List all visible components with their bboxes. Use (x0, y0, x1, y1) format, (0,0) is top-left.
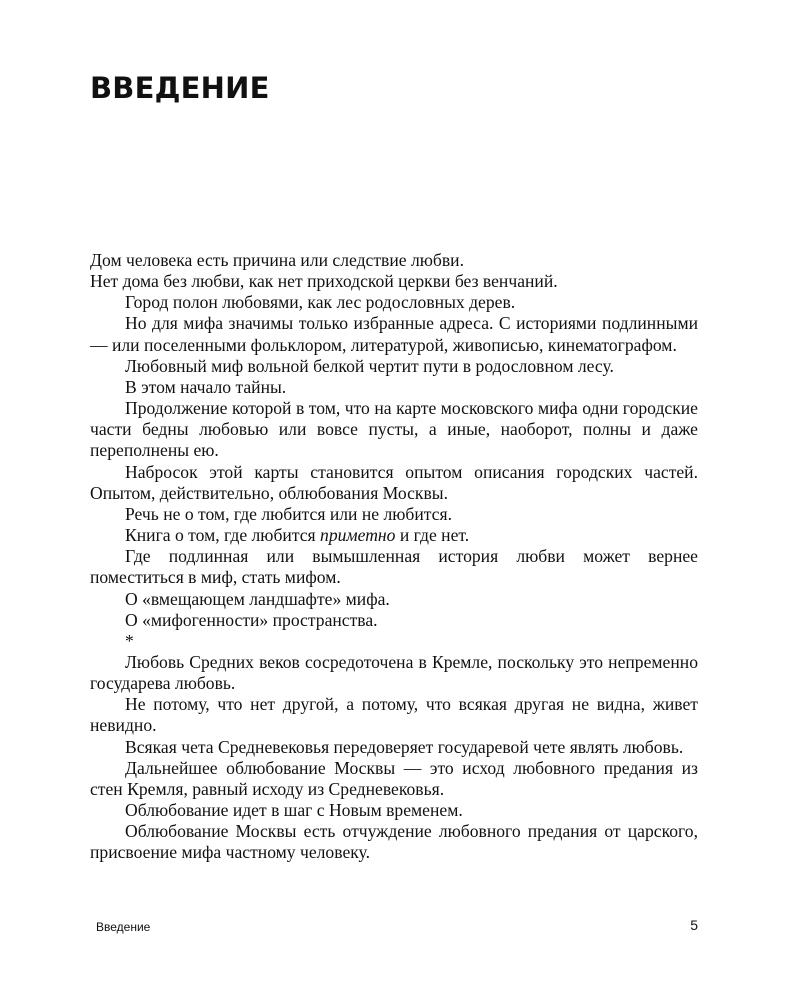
emphasis-word: приметно (320, 525, 396, 546)
paragraph: Облюбование идет в шаг с Новым временем. (125, 800, 463, 821)
paragraph: Дальнейшее облюбование Москвы — это исход любовного предания из стен Кремля, равный исходу из Средневековья. (90, 757, 698, 799)
paragraph: Но для мифа значимы только избранные адреса. С историями подлинными — или поселенными фольклором, литературой, живописью, кинематографом. (90, 313, 698, 355)
running-title: Введение (96, 920, 151, 934)
paragraph: Где подлинная или вымышленная история любви может вернее поместиться в миф, стать мифом. (90, 546, 698, 588)
paragraph: Всякая чета Средневековья передоверяет государевой чете являть любовь. (125, 736, 684, 757)
paragraph-text-before: Книга о том, где любится (125, 525, 321, 546)
paragraph: Речь не о том, где любится или не любится. (125, 503, 452, 524)
paragraph: Облюбование Москвы есть отчуждение любовного предания от царского, присвоение мифа частному человеку. (90, 821, 698, 863)
paragraph: Дом человека есть причина или следствие любви. (90, 250, 464, 270)
paragraph: Набросок этой карты становится опытом описания городских частей. Опытом, действительно, облюбования Москвы. (90, 461, 698, 503)
paragraph-text-after: и где нет. (395, 525, 470, 546)
page-title: ВВЕДЕНИЕ (90, 71, 270, 105)
paragraph: В этом начало тайны. (125, 376, 287, 397)
section-separator: * (125, 630, 134, 651)
page-number: 5 (690, 917, 698, 933)
paragraph: О «мифогенности» пространства. (125, 609, 378, 630)
paragraph: О «вмещающем ландшафте» мифа. (125, 588, 390, 609)
body-text (90, 250, 698, 864)
paragraph: Не потому, что нет другой, а потому, что всякая другая не видна, живет невидно. (90, 694, 698, 736)
paragraph: Город полон любовями, как лес родословных дерев. (125, 292, 516, 313)
paragraph: Продолжение которой в том, что на карте московского мифа одни городские части бедны любовью или вовсе пусты, а иные, наоборот, полны и даже переполнены ею. (90, 398, 698, 461)
paragraph-with-emphasis (90, 525, 698, 546)
paragraph: Любовный миф вольной белкой чертит пути в родословном лесу. (125, 355, 614, 376)
paragraph: Любовь Средних веков сосредоточена в Кремле, поскольку это непременно государева любовь. (90, 651, 698, 694)
paragraph: Нет дома без любви, как нет приходской церкви без венчаний. (90, 271, 558, 292)
